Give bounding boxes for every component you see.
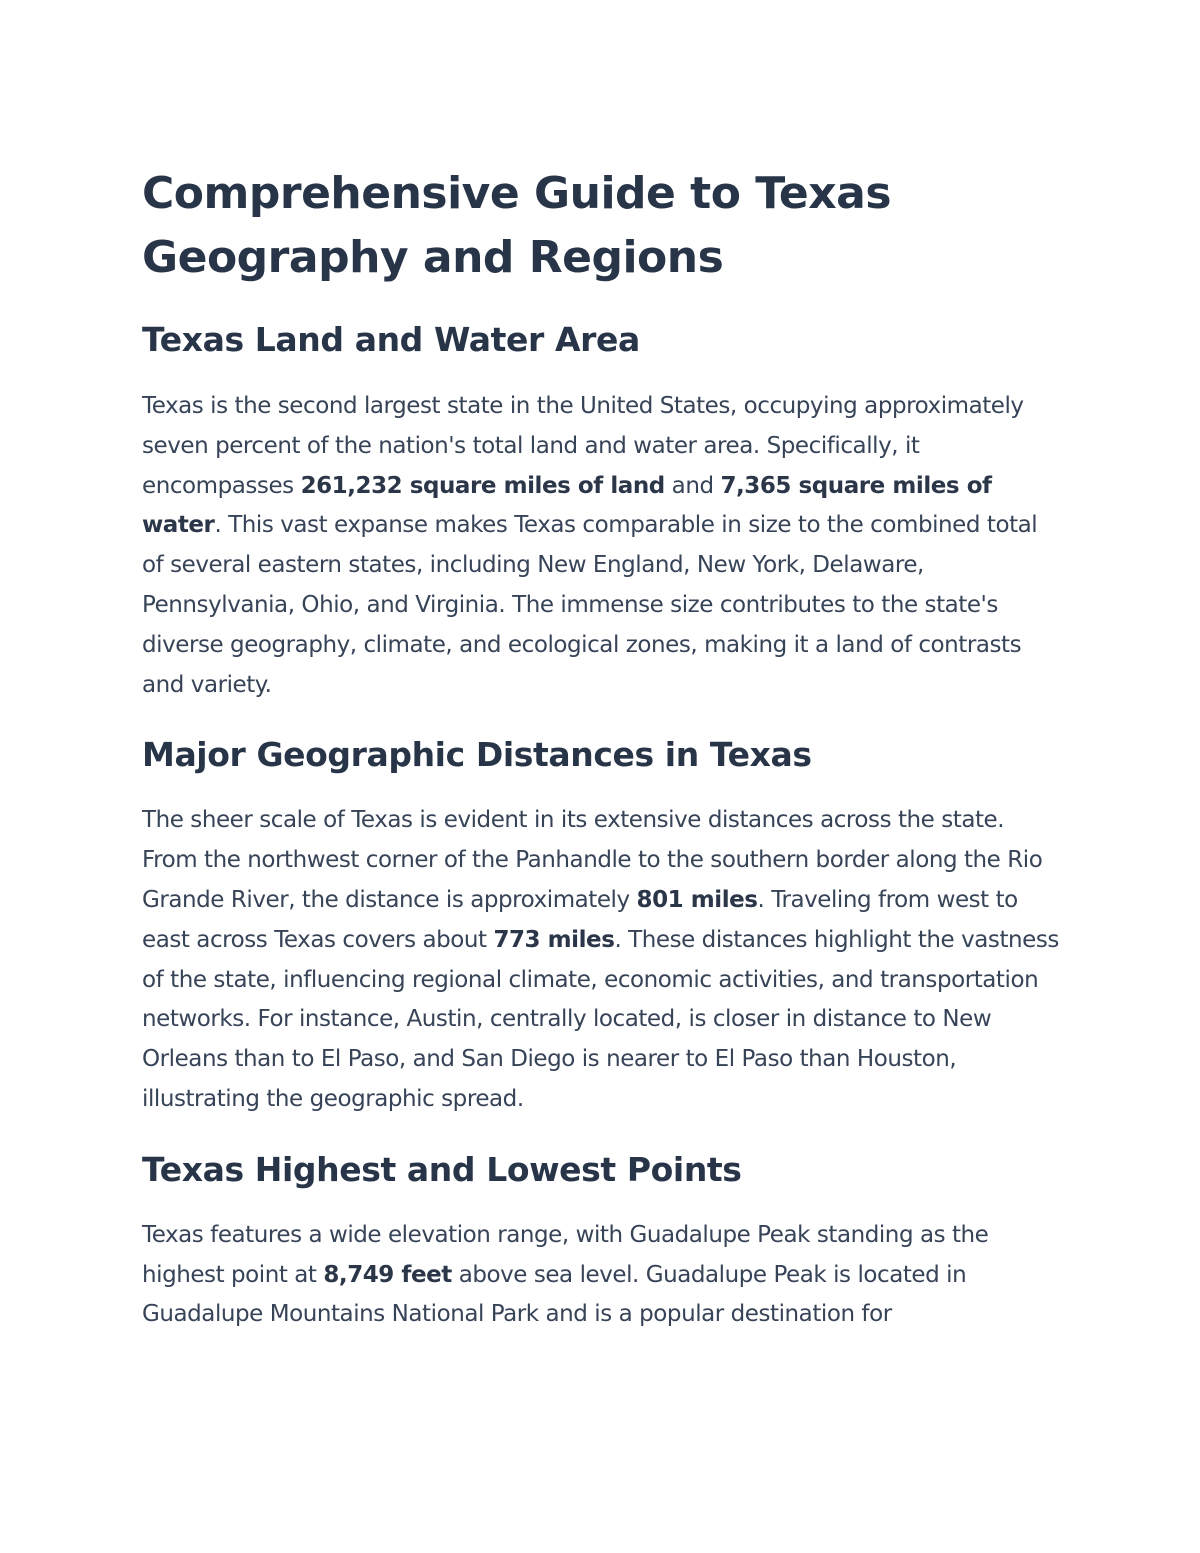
text-run: The sheer scale of Texas is evident in its extensive distances across the state. From the northwest corner of the Panhandle to the southern border along the Rio Grande River, the distance is approximately xyxy=(142,807,1043,913)
text-run: . This vast expanse makes Texas comparable in size to the combined total of several eastern states, including New England, New York, Delaware, Pennsylvania, Ohio, and Virginia. The immense size contributes to the state's diverse geography, climate, and ecological zones, making it a land of contrasts and variety. xyxy=(142,512,1038,698)
text-run: above sea level. Guadalupe Peak is located in Guadalupe Mountains National Park and is a popular destination for xyxy=(142,1261,967,1328)
section-heading-land-water: Texas Land and Water Area xyxy=(142,320,640,359)
text-run: Texas features a wide elevation range, with Guadalupe Peak standing as the highest point at xyxy=(142,1221,989,1288)
text-run: Texas is the second largest state in the United States, occupying approximately seven percent of the nation's total land and water area. Specifically, it encompasses xyxy=(142,393,1024,499)
bold-west-east-distance: 773 miles xyxy=(493,926,615,953)
section-paragraph-land-water xyxy=(142,387,1062,705)
section-paragraph-distances xyxy=(142,801,1062,1119)
bold-peak-elevation: 8,749 feet xyxy=(323,1261,452,1288)
document-page xyxy=(142,162,1062,1335)
section-paragraph-elevation xyxy=(142,1216,1062,1335)
bold-water-area: 7,365 square miles of water xyxy=(142,472,992,539)
text-run: . These distances highlight the vastness of the state, influencing regional climate, economic activities, and transportation networks. For instance, Austin, centrally located, is closer in distance to New Orleans than to El Paso, and San Diego is nearer to El Paso than Houston, illustrating the geographic spread. xyxy=(142,926,1059,1112)
text-run: . Traveling from west to east across Texas covers about xyxy=(142,886,1018,953)
bold-land-area: 261,232 square miles of land xyxy=(300,472,665,499)
bold-north-south-distance: 801 miles xyxy=(636,886,758,913)
text-run: and xyxy=(664,472,721,499)
section-heading-distances: Major Geographic Distances in Texas xyxy=(142,735,812,775)
section-heading-elevation: Texas Highest and Lowest Points xyxy=(142,1149,742,1189)
page-title: Comprehensive Guide to Texas Geography and Regions xyxy=(142,168,892,283)
